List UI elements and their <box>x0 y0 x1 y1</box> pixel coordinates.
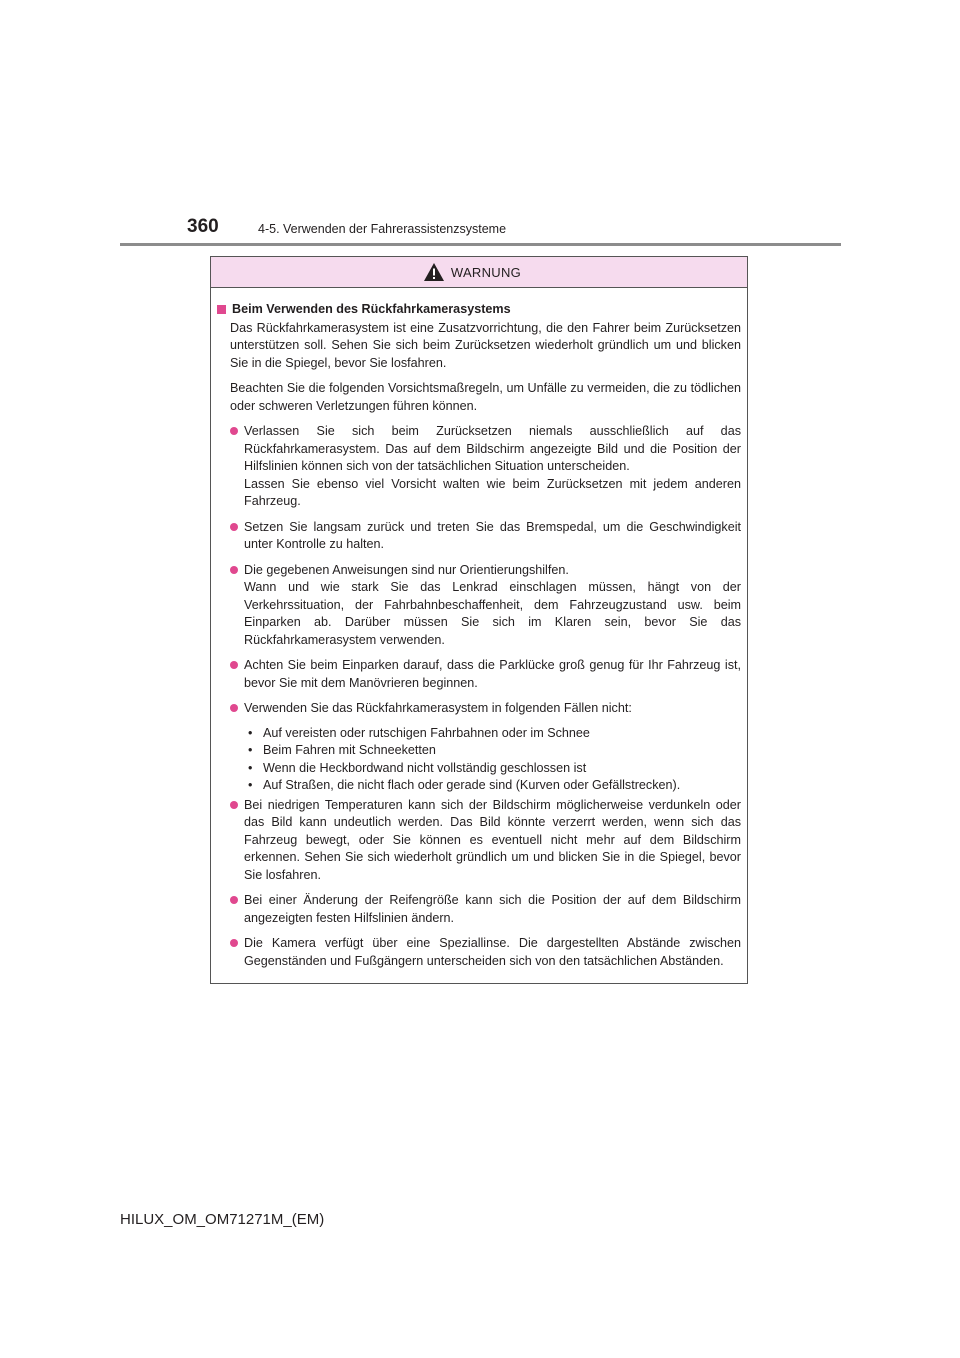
list-item-text: Verwenden Sie das Rückfahrkamerasystem in folgenden Fällen nicht: <box>244 701 632 715</box>
list-item <box>230 700 741 718</box>
list-item <box>230 423 741 511</box>
list-item <box>230 657 741 692</box>
square-bullet-icon <box>217 305 226 314</box>
sub-list-marker: • <box>248 760 253 775</box>
sub-list-text: Auf vereisten oder rutschigen Fahrbahnen oder im Schnee <box>263 725 590 740</box>
list-item-text: Bei niedrigen Temperaturen kann sich der Bildschirm möglicherweise verdunkeln oder das Bild kann undeutlich werden. Das Bild könnte verzerrt werden, wenn sich das Fahrzeug bewegt, oder Sie können es eventuell nicht mehr auf dem Bildschirm erkennen. Sehen Sie sich wiederholt gründlich um und blicken Sie in die Spiegel, bevor Sie losfahren. <box>244 797 741 882</box>
sub-list <box>244 725 741 795</box>
list-item-text: Lassen Sie ebenso viel Vorsicht walten wie beim Zurücksetzen mit jedem anderen Fahrzeug. <box>244 476 741 508</box>
sub-list-item <box>244 725 741 743</box>
list-item <box>230 519 741 554</box>
warning-label: WARNUNG <box>450 264 522 280</box>
sub-list-marker: • <box>248 743 253 757</box>
bullet-dot-icon <box>230 523 238 531</box>
warning-triangle-icon <box>423 262 445 282</box>
sub-list-item <box>244 777 741 795</box>
list-item <box>230 562 741 650</box>
bullet-dot-icon <box>230 661 238 669</box>
warning-body <box>211 288 747 970</box>
page-number: 360 <box>187 216 219 237</box>
sub-list-text: Wenn die Heckbordwand nicht vollständig geschlossen ist <box>263 760 587 775</box>
list-item-text: Bei einer Änderung der Reifengröße kann sich die Position der auf dem Bildschirm angezeigten festen Hilfslinien ändern. <box>244 893 741 925</box>
list-item-text: Wann und wie stark Sie das Lenkrad einschlagen müssen, hängt von der Verkehrssituation, der Fahrbahnbeschaffenheit, dem Fahrzeugzustand usw. beim Einparken ab. Darüber müssen Sie sich im Klaren sein, bevor Sie das Rückfahrkamerasystem verwenden. <box>244 580 741 647</box>
list-item-text: Verlassen Sie sich beim Zurücksetzen niemals ausschließlich auf das Rückfahrkamerasystem. Das auf dem Bildschirm angezeigte Bild und die Position der Hilfslinien können sich von der tatsächlichen Situation unterscheiden. <box>244 424 741 473</box>
intro-paragraph: Beachten Sie die folgenden Vorsichtsmaßregeln, um Unfälle zu vermeiden, die zu tödlichen oder schweren Verletzungen führen können. <box>230 381 741 413</box>
list-item <box>230 797 741 885</box>
warning-box <box>210 256 748 984</box>
section-title: 4-5. Verwenden der Fahrerassistenzsysteme <box>258 222 507 236</box>
sub-list-marker: • <box>248 725 253 740</box>
bullet-dot-icon <box>230 566 238 574</box>
section-heading <box>217 301 741 319</box>
sub-list-item <box>244 760 741 778</box>
sub-list-marker: • <box>248 778 253 792</box>
bullet-dot-icon <box>230 704 238 712</box>
list-item-text: Achten Sie beim Einparken darauf, dass die Parklücke groß genug für Ihr Fahrzeug ist, bevor Sie mit dem Manövrieren beginnen. <box>244 658 741 690</box>
sub-list-item <box>244 742 741 760</box>
list-item-text: Setzen Sie langsam zurück und treten Sie das Bremspedal, um die Geschwindigkeit unter Kontrolle zu halten. <box>244 519 741 551</box>
intro-paragraph: Das Rückfahrkamerasystem ist eine Zusatzvorrichtung, die den Fahrer beim Zurücksetzen unterstützen soll. Sehen Sie sich beim Zurücksetzen wiederholt gründlich um und blicken Sie in die Spiegel, bevor Sie losfahren. <box>230 320 741 370</box>
bullet-dot-icon <box>230 427 238 435</box>
sub-list-text: Beim Fahren mit Schneeketten <box>263 743 436 757</box>
section-heading-text: Beim Verwenden des Rückfahrkamerasystems <box>232 302 511 316</box>
warning-header <box>211 257 747 288</box>
list-item <box>230 935 741 970</box>
list-item-text: Die Kamera verfügt über eine Speziallinse. Die dargestellten Abstände zwischen Gegenständen und Fußgängern unterscheiden sich von den tatsächlichen Abständen. <box>244 936 741 968</box>
document-code: HILUX_OM_OM71271M_(EM) <box>120 1211 325 1228</box>
header-divider <box>120 243 841 246</box>
list-item-text: Die gegebenen Anweisungen sind nur Orientierungshilfen. <box>244 562 569 577</box>
bullet-dot-icon <box>230 896 238 904</box>
list-item <box>230 892 741 927</box>
bullet-dot-icon <box>230 801 238 809</box>
sub-list-text: Auf Straßen, die nicht flach oder gerade sind (Kurven oder Gefällstrecken). <box>263 778 681 792</box>
bullet-dot-icon <box>230 939 238 947</box>
